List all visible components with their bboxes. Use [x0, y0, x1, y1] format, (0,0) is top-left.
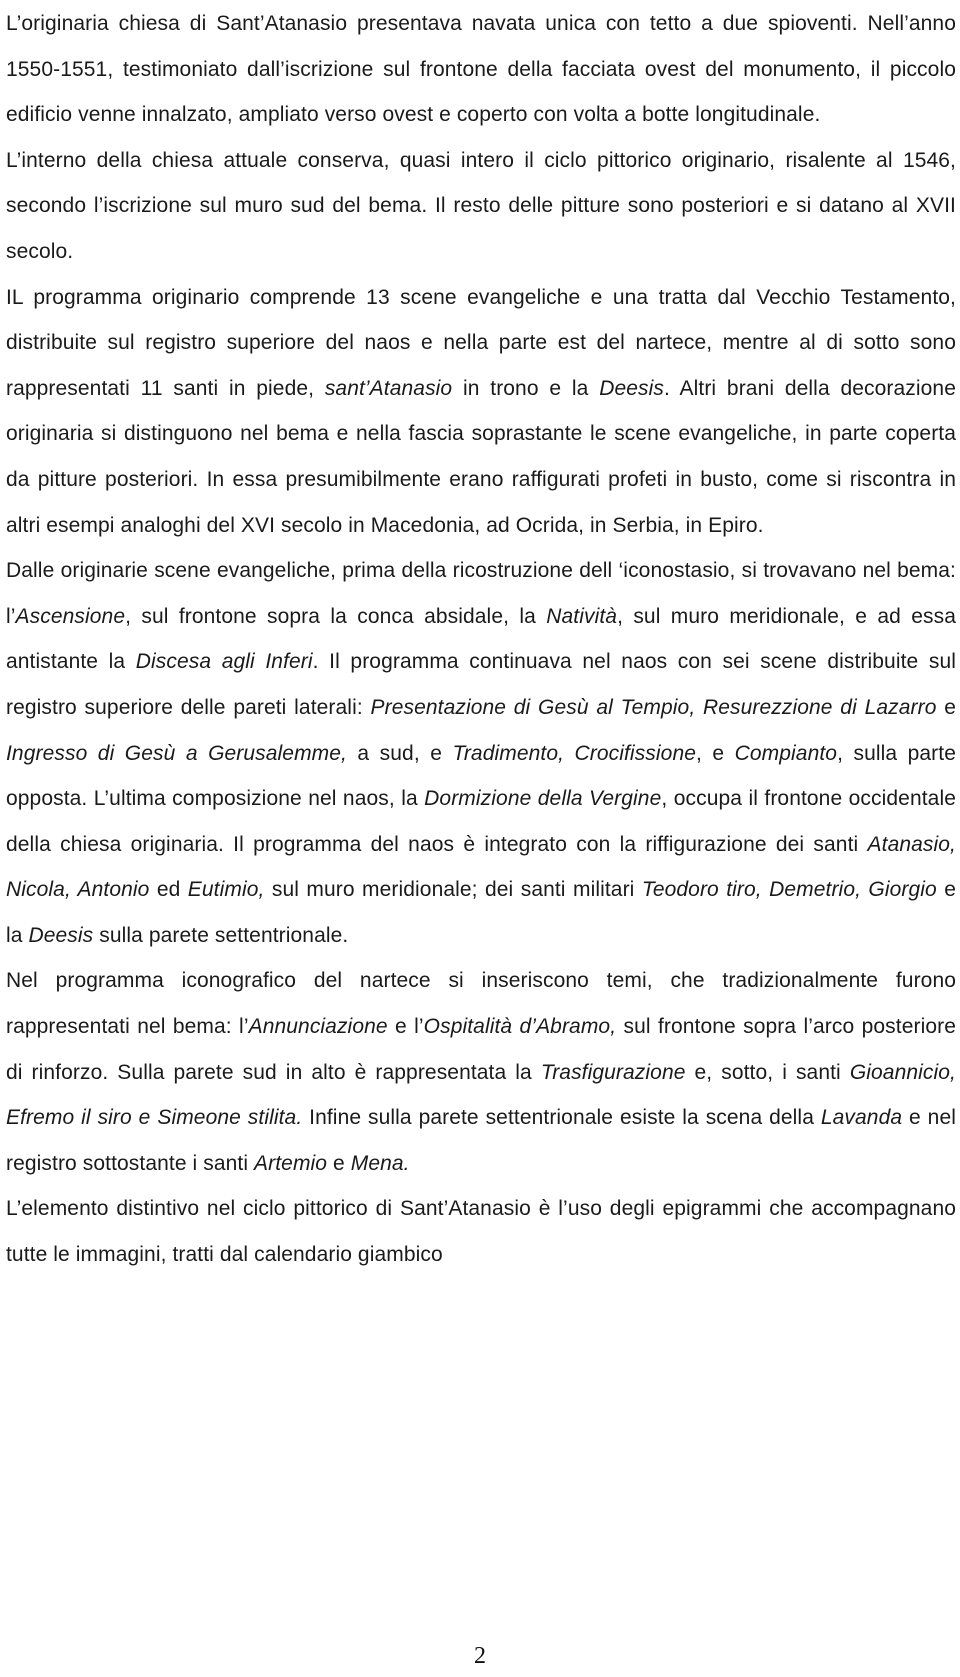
text-run: e — [327, 1151, 351, 1175]
text-run: a sud, e — [346, 741, 453, 765]
text-run: sul frontone sopra l’arco posteriore di rinforzo. Sulla parete sud in alto è rappresentata la — [6, 1015, 956, 1084]
italic-text: Trasfigurazione — [540, 1060, 686, 1084]
text-run: in trono e la — [452, 376, 600, 400]
text-run: Dalle originarie scene evangeliche, prima della ricostruzione dell ‘iconostasio, si trovavano nel bema: l’ — [6, 559, 956, 628]
italic-text: Discesa agli Inferi — [135, 650, 313, 674]
text-run: IL programma originario comprende 13 scene evangeliche e una tratta dal Vecchio Testamento, distribuite sul registro superiore del naos e nella parte est del nartece, mentre al di sotto sono rappresentati 11 santi in piede, — [6, 285, 956, 400]
text-run: , sul muro meridionale, e ad essa antistante la — [6, 604, 956, 674]
text-run: L’interno della chiesa attuale conserva, quasi intero il ciclo pittorico originario, risalente al 1546, secondo l’iscrizione sul muro sud del bema. Il resto delle pitture sono posteriori e si datano al XVII secolo. — [6, 148, 956, 263]
italic-text: Gioannicio, Efremo il siro e Simeone stilita. — [6, 1060, 956, 1130]
text-run: sulla parete settentrionale. — [93, 923, 349, 947]
text-run: e — [936, 695, 956, 719]
italic-text: Annunciazione — [248, 1015, 388, 1039]
italic-text: Deesis — [28, 923, 94, 947]
italic-text: Natività — [546, 604, 618, 628]
italic-text: Ospitalità d’Abramo, — [423, 1015, 617, 1039]
body-text — [6, 1, 956, 1278]
paragraph — [6, 1, 956, 138]
text-run: Infine sulla parete settentrionale esiste la scena della — [302, 1106, 821, 1130]
text-run: e, sotto, i santi — [685, 1060, 850, 1084]
text-run: , sul frontone sopra la conca absidale, la — [125, 604, 547, 628]
text-run: L’originaria chiesa di Sant’Atanasio presentava navata unica con tetto a due spioventi. Nell’anno 1550-1551, testimoniato dall’iscrizione sul frontone della facciata ovest del monumento, il piccolo edificio venne innalzato, ampliato verso ovest e coperto con volta a botte longitudinale. — [6, 12, 956, 127]
text-run: sul muro meridionale; dei santi militari — [264, 878, 642, 902]
text-run: L’elemento distintivo nel ciclo pittorico di Sant’Atanasio è l’uso degli epigrammi che accompagnano tutte le immagini, tratti dal calendario giambico — [6, 1197, 956, 1267]
text-run: , e — [696, 741, 735, 765]
italic-text: Eutimio, — [187, 878, 265, 902]
paragraph — [6, 1186, 956, 1277]
italic-text: Tradimento, Crocifissione — [452, 741, 696, 765]
paragraph — [6, 138, 956, 275]
italic-text: Teodoro tiro, Demetrio, Giorgio — [641, 878, 937, 902]
paragraph — [6, 548, 956, 958]
text-run: . Altri brani della decorazione originaria si distinguono nel bema e nella fascia soprastante le scene evangeliche, in parte coperta da pitture posteriori. In essa presumibilmente erano raffigurati profeti in busto, come si riscontra in altri esempi analoghi del XVI secolo in Macedonia, ad Ocrida, in Serbia, in Epiro. — [6, 376, 956, 537]
italic-text: Ascensione — [15, 604, 126, 628]
text-run: e la — [6, 878, 956, 947]
paragraph — [6, 958, 956, 1186]
italic-text: sant’Atanasio — [324, 376, 453, 400]
italic-text: Atanasio, Nicola, Antonio — [6, 832, 956, 902]
italic-text: Artemio — [254, 1151, 328, 1175]
text-run: , occupa il frontone occidentale della chiesa originaria. Il programma del naos è integrato con la riffigurazione dei santi — [6, 787, 956, 856]
paragraph — [6, 275, 956, 549]
italic-text: Deesis — [599, 376, 664, 400]
italic-text: Mena. — [350, 1151, 410, 1175]
text-run: Nel programma iconografico del nartece si inseriscono temi, che tradizionalmente furono rappresentati nel bema: l’ — [6, 969, 956, 1039]
text-run: e nel registro sottostante i santi — [6, 1106, 956, 1175]
italic-text: Dormizione della Vergine — [424, 787, 662, 811]
text-run: e l’ — [387, 1015, 424, 1039]
text-run: ed — [149, 878, 188, 902]
text-run: . Il programma continuava nel naos con sei scene distribuite sul registro superiore delle pareti laterali: — [6, 650, 957, 719]
italic-text: Ingresso di Gesù a Gerusalemme, — [6, 741, 347, 765]
italic-text: Compianto — [734, 741, 838, 765]
text-run: , sulla parte opposta. L’ultima composizione nel naos, la — [6, 741, 956, 811]
page-number: 2 — [474, 1643, 486, 1669]
italic-text: Lavanda — [820, 1106, 903, 1130]
italic-text: Presentazione di Gesù al Tempio, Resurezzione di Lazarro — [370, 695, 937, 719]
